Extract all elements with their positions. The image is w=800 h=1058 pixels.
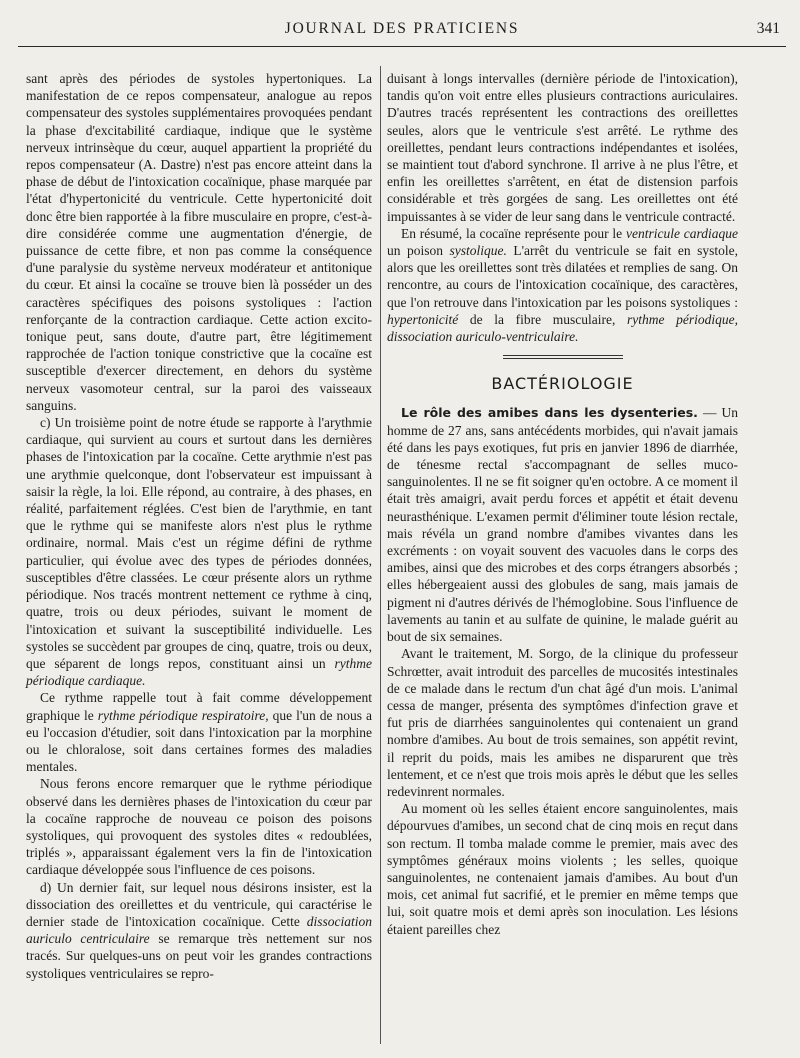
paragraph-text: un poison — [387, 243, 443, 259]
paragraph-text: que l'un de nous a eu l'occasion d'étudier, soit dans l'intoxication par la morphine ou le chloralose, soit dans certaines formes des maladies mentales. — [26, 707, 372, 775]
emphasis-text: hypertonicité — [387, 311, 459, 327]
left-column — [26, 70, 372, 982]
paragraph: duisant à longs intervalles (dernière période de l'intoxication), tandis qu'on voit entre elles plusieurs contractions auriculaires. D'autres tracés représentent les contractions des oreillettes seules, alors que le ventricule s'est arrêté. Le rythme des oreillettes, pendant leurs contractions indépendantes et isolées, se maintient tout d'abord synchrone. Il arrive à ne plus l'être, et enfin les oreillettes s'arrêtent, en état de distension parfois considérable et très gorgées de sang. Les oreillettes ont été impuissantes à se vider de leur sang dans le ventricule contracté. — [387, 71, 738, 224]
emphasis-text: rythme périodique respiratoire, — [97, 707, 269, 723]
emphasis-text: dissociation auriculo centriculaire — [26, 913, 372, 947]
page-number: 341 — [756, 20, 780, 37]
section-rule — [503, 355, 623, 359]
paragraph-text: L'arrêt du ventricule se fait en systole, alors que les oreillettes sont très dilatées et remplies de sang. On rencontre, au cours de l'intoxication cocaïnique, des caractères, que l'on retrouve dans l'intoxication par les poisons systoliques : — [387, 243, 739, 310]
article-title: Le rôle des amibes dans les dysenteries. — [401, 405, 698, 421]
emphasis-text: rythme périodique, dissociation auriculo-ventriculaire. — [387, 311, 739, 345]
emphasis-text: systolique. — [449, 243, 507, 259]
emphasis-text: ventricule cardiaque — [625, 225, 738, 241]
paragraph — [26, 689, 372, 775]
paragraph-text: se remarque très nettement sur nos tracés. Sur quelques-uns on peut voir les grandes contractions systoliques ventriculaires se repro- — [26, 931, 373, 981]
paragraph-text: d) Un dernier fait, sur lequel nous désirons insister, est la dissociation des oreillettes et du ventricule, qui caractérise le dernier stade de l'intoxication cocaïnique. Cette — [26, 879, 372, 929]
section-title: BACTÉRIOLOGIE — [491, 374, 634, 394]
paragraph-text: c) Un troisième point de notre étude se rapporte à l'arythmie cardiaque, qui survient au cours et surtout dans les dernières phases de l'intoxication par la cocaïne. Cette arythmie n'est pas une arythmie quelconque, dont l'observateur est impuissant à saisir la règle, la loi. Elle répond, au contraire, à des phases, en réalité, parfaitement réglées. C'est bien de l'arythmie, en tant que le rythme qui se manifeste alors n'est plus le rythme ordinaire, normal. Mais c'est un régime défini de rythme particulier, qui évolue avec des types de périodes données, susceptibles d'être classées. Le cœur présente alors un rythme périodique. Nos tracés montrent nettement ce rythme à cinq, quatre, trois ou deux périodes, suivant le moment de l'intoxication et suivant la susceptibilité individuelle. Les systoles se succèdent par groupes de cinq, quatre, trois ou deux, que séparent de longs repos, constituant ainsi un — [26, 415, 372, 671]
paragraph: Avant le traitement, M. Sorgo, de la clinique du professeur Schrœtter, avait introduit des parcelles de mucosités intestinales de ce malade dans le rectum d'un chat âgé d'un mois. L'animal cessa de manger, présenta des symptômes d'infection grave et fut pris de diarrhées sanguinolentes qui contenaient un grand nombre d'amibes. Au bout de trois semaines, son appétit revint, il reprit du poids, mais les amibes ne disparurent que très lentement, et ce n'est que trois mois après le début que les selles redevinrent normales. — [387, 646, 738, 799]
column-divider — [380, 66, 381, 1044]
paragraph-text: — Un homme de 27 ans, sans antécédents morbides, qui n'avait jamais été dans les pays exotiques, fut pris en janvier 1896 de diarrhée, de ténesme rectal s'accompagnant de selles muco-sanguinolentes. Il ne se fit soigner qu'en octobre. A ce moment il était très amaigri, avait perdu forces et appétit et était devenu neurasthénique. L'examen permit d'éliminer toute lésion rectale, mais révéla un grand nombre d'amibes vivantes dans les excréments : on voyait souvent des vacuoles dans le corps des amibes, ainsi que des microbes et des corps étrangers absorbés ; elles hébergeaient aussi des globules de sang, mais jamais de pigment ni d'autres dérivés de l'hémoglobine. Sous l'influence de lavements au tanin et au sulfate de quinine, le malade guérit au bout de six semaines. — [387, 405, 739, 645]
paragraph — [387, 404, 738, 645]
emphasis-text: rythme périodique cardiaque. — [26, 655, 372, 689]
running-header — [18, 18, 786, 47]
paragraph: Au moment où les selles étaient encore sanguinolentes, mais dépourvues d'amibes, un second chat de cinq mois en reçut dans son rectum. Il tomba malade comme le premier, mais avec des symptômes généraux moins violents ; les selles, quoique sanguinolentes, ne contenaient jamais d'amibes. Au bout d'un mois, cet animal fut sacrifié, et le premier en même temps que lui, soit quatre mois et demi après son inoculation. Les lésions étaient pareilles chez — [387, 801, 738, 937]
journal-title: JOURNAL DES PRATICIENS — [284, 20, 520, 37]
paragraph: sant après des périodes de systoles hypertoniques. La manifestation de ce repos compensateur, analogue au repos compensateur des systoles supplémentaires provoquées pendant la phase d'excitabilité cardiaque, indique que le système nerveux intrinsèque du cœur, auquel appartient la propriété du repos compensateur (A. Dastre) n'est pas encore atteint dans la phase de début de l'intoxication cocaïnique, phase marquée par l'état d'hypertonicité du ventricule. Cette hypertonicité doit donc être bien rapportée à la fibre musculaire en propre, c'est-à-dire considérée comme une augmentation d'énergie, de puissance de cette fibre, et non pas comme la conséquence d'une paralysie du système nerveux modérateur et antitonique du cœur. Et ainsi la cocaïne se trouve bien là posséder un des caractères spécifiques des poisons systoliques : l'action renforçante de la contraction cardiaque. Cette action excito-tonique peut, sans doute, d'autre part, être légitimement rapprochée de l'action tonique constrictive que la cocaïne est susceptible d'exercer directement, en dehors du système nerveux vasomoteur central, sur la paroi des vaisseaux sanguins. — [26, 71, 372, 413]
paragraph-text: Ce rythme rappelle tout à fait comme développement graphique le — [26, 690, 372, 723]
paragraph: Nous ferons encore remarquer que le rythme périodique observé dans les dernières phases de l'intoxication du cœur par la cocaïne rapproche de nouveau ce poison des poisons systoliques, qui provoquent des systoles dites « redoublées, triplés », apparaissant également vers la fin de l'intoxication cardiaque développée sous l'influence de ces poisons. — [26, 776, 372, 878]
paragraph — [387, 225, 738, 345]
right-column — [387, 70, 738, 938]
paragraph — [26, 414, 372, 689]
paragraph-text: de la fibre musculaire, — [469, 311, 616, 327]
paragraph-text: En résumé, la cocaïne représente pour le — [401, 225, 623, 241]
paragraph — [26, 879, 372, 982]
